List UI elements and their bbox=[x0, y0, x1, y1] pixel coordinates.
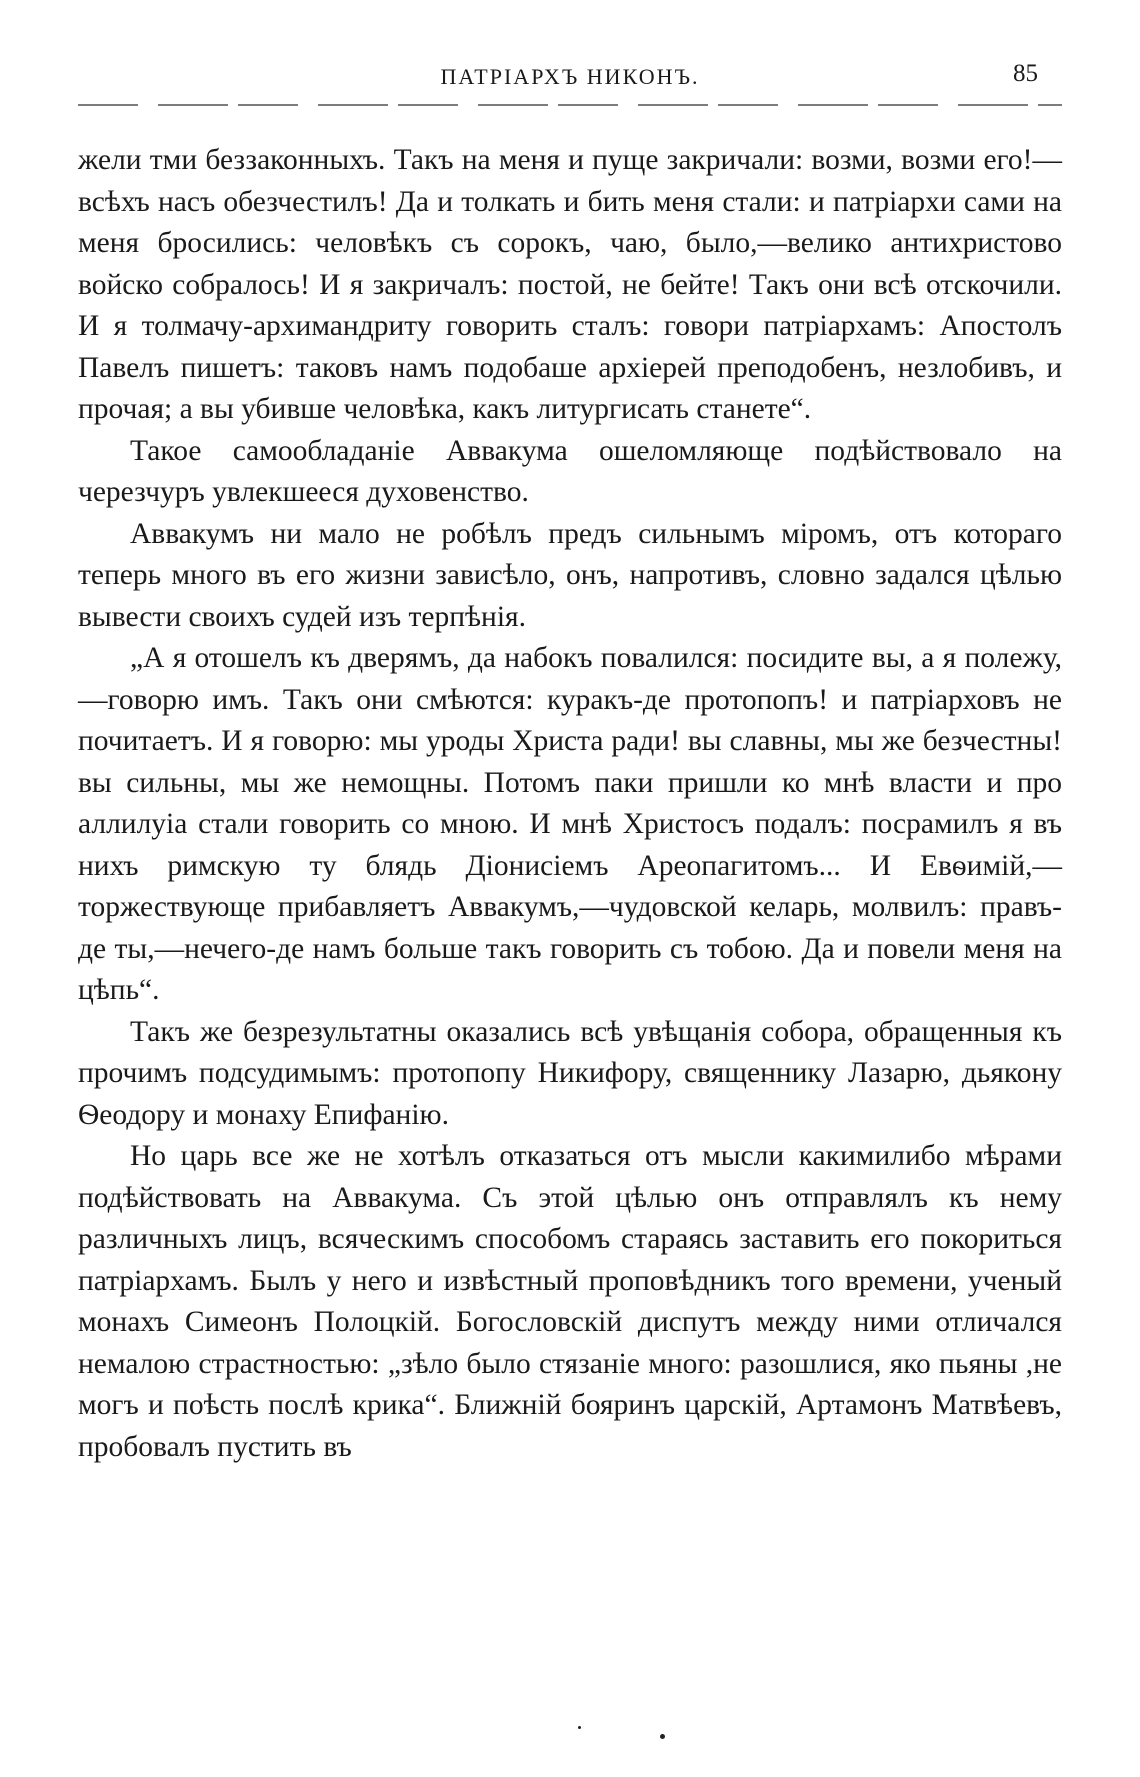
running-head bbox=[78, 54, 1062, 112]
print-speck bbox=[578, 1726, 581, 1729]
book-page bbox=[78, 54, 1062, 1744]
paragraph-4: „А я отошелъ къ дверямъ, да набокъ повалился: посидите вы, а я полежу,—говорю имъ. Такъ они смѣются: куракъ-де протопопъ! и патріарховъ не почитаетъ. И я говорю: мы уроды Христа ради! вы славны, мы же безчестны! вы сильны, мы же немощны. Потомъ паки пришли ко мнѣ власти и про аллилуіа стали говорить со мною. И мнѣ Христосъ подалъ: посрамилъ я въ нихъ римскую ту блядь Діонисіемъ Ареопагитомъ... И Евѳимій,—торжествующе прибавляетъ Аввакумъ,—чудовской келарь, молвилъ: правъ-де ты,—нечего-де намъ больше такъ говорить съ тобою. Да и повели меня на цѣпь“. bbox=[78, 642, 1062, 1006]
paragraph-5: Такъ же безрезультатны оказались всѣ увѣщанія собора, обращенныя къ прочимъ подсудимымъ: протопопу Никифору, священнику Лазарю, дьякону Ѳеодору и монаху Епифанію. bbox=[78, 1015, 1062, 1131]
running-title: ПАТРІАРХЪ НИКОНЪ. bbox=[440, 64, 700, 89]
paragraph-2: Такое самообладаніе Аввакума ошеломляюще подѣйствовало на черезчуръ увлекшееся духовенство. bbox=[78, 434, 1062, 508]
header-rule bbox=[78, 104, 1062, 106]
print-speck bbox=[660, 1734, 665, 1739]
page-number: 85 bbox=[1013, 60, 1038, 87]
paragraph-3: Аввакумъ ни мало не робѣлъ предъ сильнымъ міромъ, отъ котораго теперь много въ его жизни зависѣло, онъ, напротивъ, словно задался цѣлью вывести своихъ судей изъ терпѣнія. bbox=[78, 517, 1062, 633]
paragraph-1: жели тми беззаконныхъ. Такъ на меня и пуще закричали: возми, возми его!—всѣхъ насъ обезчестилъ! Да и толкать и бить меня стали: и патріархи сами на меня бросились: человѣкъ съ сорокъ, чаю, было,—велико антихристово войско собралось! И я закричалъ: постой, не бейте! Такъ они всѣ отскочили. И я толмачу-архимандриту говорить сталъ: говори патріархамъ: Апостолъ Павелъ пишетъ: таковъ намъ подобаше архіерей преподобенъ, незлобивъ, и прочая; а вы убивше человѣка, какъ литургисать станете“. bbox=[78, 144, 1062, 425]
print-specks bbox=[78, 1724, 1062, 1744]
body-text bbox=[78, 140, 1062, 1468]
paragraph-6: Но царь все же не хотѣлъ отказаться отъ мысли какимилибо мѣрами подѣйствовать на Аввакума. Съ этой цѣлью онъ отправлялъ къ нему различныхъ лицъ, всяческимъ способомъ стараясь заставить его покориться патріархамъ. Былъ у него и извѣстный проповѣдникъ того времени, ученый монахъ Симеонъ Полоцкій. Богословскій диспутъ между ними отличался немалою страстностью: „зѣло было стязаніе много: разошлися, яко пьяны ,не могъ и поѣсть послѣ крика“. Ближній бояринъ царскій, Артамонъ Матвѣевъ, пробовалъ пустить въ bbox=[78, 1140, 1062, 1463]
